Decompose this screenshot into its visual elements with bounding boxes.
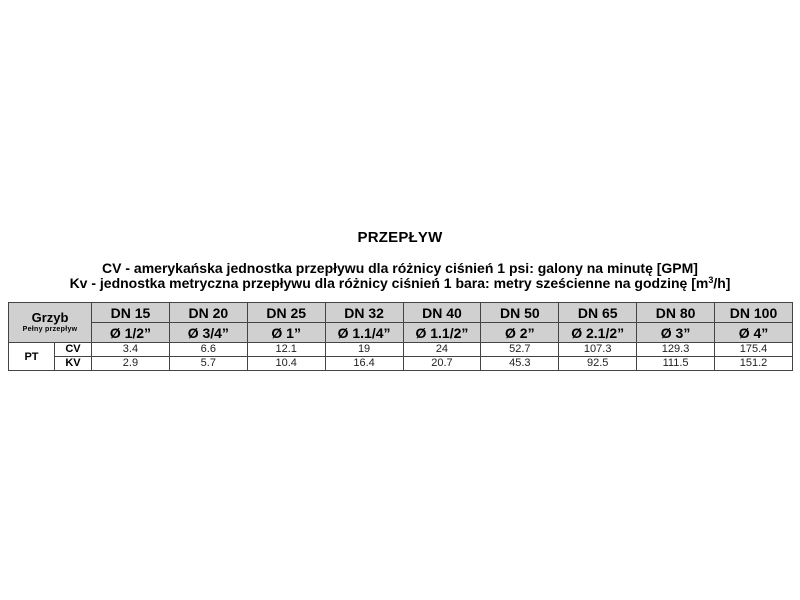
table-cell: 2.9 bbox=[92, 357, 170, 371]
row-label: KV bbox=[55, 357, 92, 371]
table-cell: 111.5 bbox=[637, 357, 715, 371]
table-cell: 24 bbox=[403, 343, 481, 357]
table-cell: 45.3 bbox=[481, 357, 559, 371]
row-group-label: PT bbox=[9, 343, 55, 371]
column-header-size: Ø 1” bbox=[247, 323, 325, 343]
table-cell: 16.4 bbox=[325, 357, 403, 371]
table-header-row-size bbox=[9, 323, 793, 343]
table-corner-header bbox=[9, 303, 92, 343]
table-header-row-dn bbox=[9, 303, 793, 323]
table-cell: 12.1 bbox=[247, 343, 325, 357]
column-header-dn: DN 25 bbox=[247, 303, 325, 323]
column-header-size: Ø 3” bbox=[637, 323, 715, 343]
table-cell: 175.4 bbox=[715, 343, 793, 357]
column-header-size: Ø 1.1/4” bbox=[325, 323, 403, 343]
cv-definition: CV - amerykańska jednostka przepływu dla różnicy ciśnień 1 psi: galony na minutę [GPM] bbox=[102, 260, 698, 276]
table-cell: 6.6 bbox=[169, 343, 247, 357]
column-header-dn: DN 32 bbox=[325, 303, 403, 323]
column-header-dn: DN 20 bbox=[169, 303, 247, 323]
column-header-dn: DN 100 bbox=[715, 303, 793, 323]
grzyb-label: Grzyb bbox=[31, 310, 69, 325]
table-cell: 5.7 bbox=[169, 357, 247, 371]
column-header-dn: DN 65 bbox=[559, 303, 637, 323]
table-cell: 20.7 bbox=[403, 357, 481, 371]
column-header-size: Ø 3/4” bbox=[169, 323, 247, 343]
column-header-dn: DN 15 bbox=[92, 303, 170, 323]
row-label: CV bbox=[55, 343, 92, 357]
kv-definition-superscript: 3 bbox=[708, 275, 714, 285]
column-header-size: Ø 1.1/2” bbox=[403, 323, 481, 343]
table-cell: 19 bbox=[325, 343, 403, 357]
column-header-size: Ø 4” bbox=[715, 323, 793, 343]
table-cell: 52.7 bbox=[481, 343, 559, 357]
column-header-dn: DN 80 bbox=[637, 303, 715, 323]
full-flow-label: Pełny przepływ bbox=[22, 326, 78, 333]
kv-definition-text: Kv - jednostka metryczna przepływu dla różnicy ciśnień 1 bara: metry sześcienne na godzinę [m bbox=[69, 275, 709, 291]
flow-table bbox=[8, 302, 793, 371]
table-row bbox=[9, 343, 793, 357]
table-cell: 129.3 bbox=[637, 343, 715, 357]
page-title: PRZEPŁYW bbox=[357, 229, 443, 246]
table-cell: 151.2 bbox=[715, 357, 793, 371]
kv-definition bbox=[0, 275, 800, 291]
column-header-size: Ø 2.1/2” bbox=[559, 323, 637, 343]
column-header-size: Ø 2” bbox=[481, 323, 559, 343]
kv-definition-suffix: /h] bbox=[713, 275, 731, 291]
table-cell: 107.3 bbox=[559, 343, 637, 357]
table-cell: 92.5 bbox=[559, 357, 637, 371]
column-header-dn: DN 40 bbox=[403, 303, 481, 323]
table-cell: 10.4 bbox=[247, 357, 325, 371]
column-header-size: Ø 1/2” bbox=[92, 323, 170, 343]
table-cell: 3.4 bbox=[92, 343, 170, 357]
column-header-dn: DN 50 bbox=[481, 303, 559, 323]
table-row bbox=[9, 357, 793, 371]
